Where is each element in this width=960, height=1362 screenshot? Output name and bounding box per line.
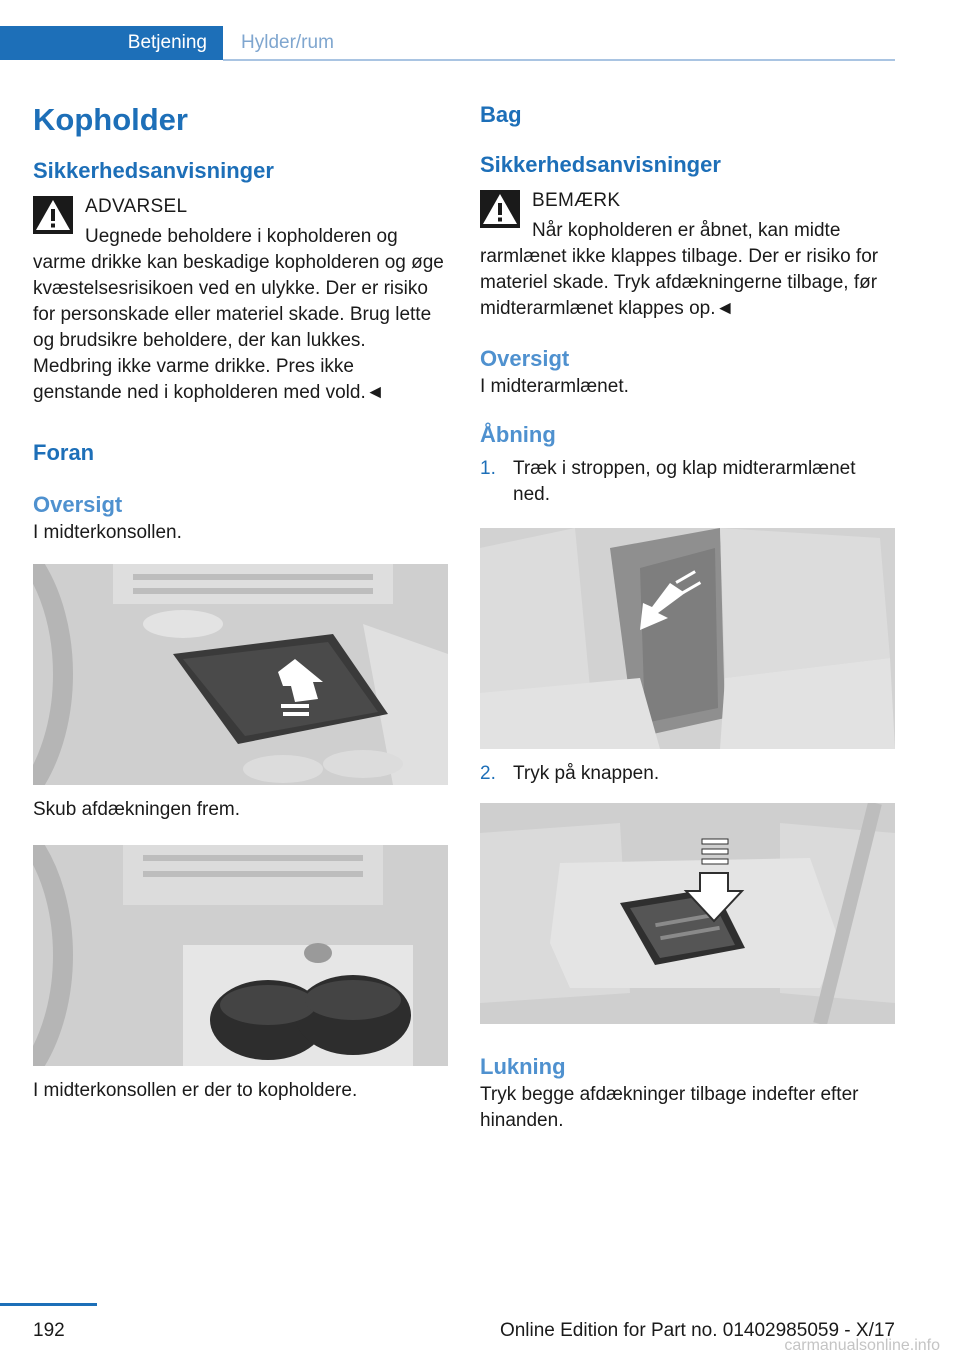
edition-note: Online Edition for Part no. 01402985059 - X/17 bbox=[499, 1320, 895, 1341]
rear-seat-drawing bbox=[480, 528, 895, 749]
warning-text bbox=[33, 224, 448, 406]
opening-steps bbox=[480, 456, 895, 508]
overview-heading-right: Oversigt bbox=[480, 346, 570, 371]
notice-first-line: Når kopholderen er åbnet, kan midte bbox=[532, 220, 841, 241]
header-rule bbox=[223, 59, 895, 61]
page-number: 192 bbox=[33, 1320, 65, 1341]
caption-two-cupholders: I midterkonsollen er der to kopholdere. bbox=[33, 1080, 358, 1101]
step-1 bbox=[480, 456, 895, 508]
step-2 bbox=[480, 761, 895, 787]
right-column bbox=[480, 100, 895, 1134]
rear-seat-illustration bbox=[480, 528, 895, 749]
cupholder-cover-drawing bbox=[33, 564, 448, 785]
step-2-text: Tryk på knappen. bbox=[513, 763, 660, 784]
overview-text-right: I midterarmlænet. bbox=[480, 376, 629, 397]
cupholders-open-drawing bbox=[33, 845, 448, 1066]
notice-rest: rarmlænet ikke klappes tilbage. Der er risiko for materiel skade. Tryk afdækningerne tilbage, før midterarmlænet klappes op.◄ bbox=[480, 246, 879, 319]
step-2-number: 2. bbox=[480, 763, 496, 784]
armrest-button-illustration bbox=[480, 803, 895, 1024]
page-title: Kopholder bbox=[33, 102, 188, 137]
step-1-number: 1. bbox=[480, 458, 496, 479]
armrest-button-drawing bbox=[480, 803, 895, 1024]
front-heading: Foran bbox=[33, 440, 95, 465]
footer-rule bbox=[0, 1303, 97, 1306]
warning-triangle-icon bbox=[33, 196, 73, 234]
closing-text: Tryk begge afdækninger tilbage indefter efter hinanden. bbox=[480, 1084, 859, 1131]
notice-text bbox=[480, 218, 895, 322]
opening-heading: Åbning bbox=[480, 422, 556, 447]
safety-heading-left: Sikkerhedsanvisninger bbox=[33, 158, 274, 183]
safety-heading-right: Sikkerhedsanvisninger bbox=[480, 152, 721, 177]
notice-label: BEMÆRK bbox=[532, 190, 621, 211]
header-tabs bbox=[0, 26, 334, 60]
left-column bbox=[33, 100, 448, 1104]
tab-hylder-rum[interactable]: Hylder/rum bbox=[241, 32, 334, 53]
overview-heading-left: Oversigt bbox=[33, 492, 123, 517]
rear-heading: Bag bbox=[480, 102, 522, 127]
tab-betjening[interactable]: Betjening bbox=[0, 26, 223, 60]
notice-block bbox=[480, 188, 895, 322]
warning-label: ADVARSEL bbox=[85, 196, 188, 217]
warning-triangle-icon bbox=[480, 190, 520, 228]
caption-push-cover: Skub afdækningen frem. bbox=[33, 799, 241, 820]
cupholder-cover-illustration bbox=[33, 564, 448, 785]
cupholders-open-illustration bbox=[33, 845, 448, 1066]
step-1-text: Træk i stroppen, og klap midterarmlænet ned. bbox=[513, 458, 856, 505]
warning-block bbox=[33, 194, 448, 406]
overview-text-left: I midterkonsollen. bbox=[33, 522, 182, 543]
opening-steps-continued bbox=[480, 761, 895, 787]
closing-heading: Lukning bbox=[480, 1054, 566, 1079]
warning-rest: varme drikke kan beskadige kopholderen og øge kvæstelsesrisikoen ved en ulykke. Der er risiko for personskade eller materiel skade. Brug lette og brudsikre beholdere, der kan lukkes. Medbring ikke varme drikke. Pres ikke genstande ned i kopholderen med vold.◄ bbox=[33, 252, 444, 403]
warning-first-line: Uegnede beholdere i kopholderen og bbox=[85, 226, 398, 247]
watermark: carmanualsonline.info bbox=[784, 1337, 940, 1354]
